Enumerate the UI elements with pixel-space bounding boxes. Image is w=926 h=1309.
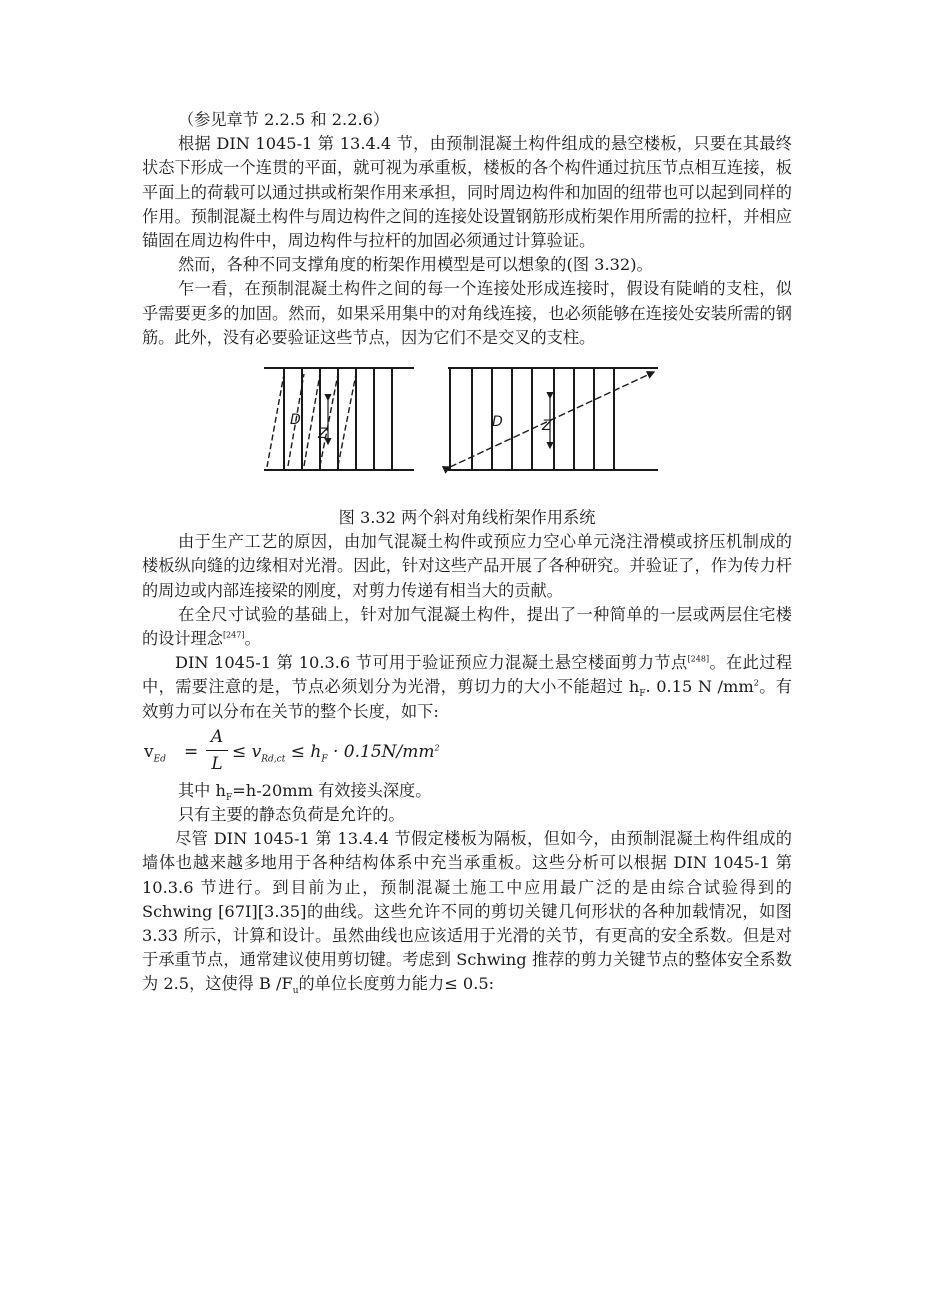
left-truss-panel	[264, 368, 414, 470]
paragraph-first-glance: 乍一看，在预制混凝土构件之间的每一个连接处形成连接时，假设有陡峭的支柱，似乎需要更多的加固。然而，如果采用集中的对角线连接，也必须能够在连接处安装所需的钢筋。此外，没有必要验证这些节点，因为它们不是交叉的支柱。	[142, 279, 792, 347]
p6-end: 。	[244, 629, 261, 649]
right-diagonal-label: D	[492, 414, 503, 431]
paragraph-din-10-3-6	[142, 651, 792, 724]
right-truss-panel	[448, 368, 658, 470]
p8-sub: F	[225, 793, 233, 804]
p10-sub: u	[292, 986, 299, 997]
formula-fraction	[206, 725, 228, 776]
truss-diagram	[142, 362, 792, 500]
formula-rest-sup: 2	[434, 743, 440, 753]
p6-text: 在全尺寸试验的基础上，针对加气混凝土构件，提出了一种简单的一层或两层住宅楼的设计理念	[142, 604, 792, 649]
left-diagonal-label: D	[290, 412, 301, 429]
paragraph-din-13-4-4: 根据 DIN 1045-1 第 13.4.4 节，由预制混凝土构件组成的悬空楼板，只要在其最终状态下形成一个连贯的平面，就可视为承重板，楼板的各个构件通过抗压节点相互连接，板平面上的荷载可以通过拱或桁架作用来承担，同时周边构件和加固的纽带也可以起到同样的作用。预制混凝土构件与周边构件之间的连接处设置钢筋形成桁架作用所需的拉杆，并相应锚固在周边构件中，周边构件与拉杆的加固必须通过计算验证。	[142, 134, 792, 251]
figure-truss-systems	[142, 362, 792, 500]
p8-text-a: 其中 h	[178, 780, 226, 800]
paragraph-hf-definition	[142, 779, 792, 803]
left-tie-label: Z	[318, 426, 328, 443]
p7-sup: 2	[753, 679, 759, 689]
p8-text-b: =h-20mm 有效接头深度。	[232, 780, 432, 800]
formula-rest-b: ≤ h	[285, 741, 322, 762]
formula-v-symbol: v	[144, 741, 154, 762]
formula-rest-a: ≤ v	[232, 741, 262, 762]
formula-numerator: A	[210, 726, 224, 747]
formula-rest-sub1: Rd,ct	[261, 754, 286, 765]
paragraph-static-loads: 只有主要的静态负荷是允许的。	[178, 805, 405, 825]
p10-text-b: 的单位长度剪力能力≤ 0.5:	[298, 974, 495, 994]
fraction-bar	[206, 750, 228, 751]
document-page	[142, 108, 792, 997]
formula-equals: =	[184, 741, 199, 762]
figure-caption: 图 3.32 两个斜对角线桁架作用系统	[338, 508, 596, 528]
formula-v-sub: Ed	[153, 754, 166, 765]
p7-text-a: DIN 1045-1 第 10.3.6 节可用于验证预应力混凝土悬空楼面剪力节点	[175, 653, 688, 673]
citation-248: [248]	[687, 654, 710, 664]
paragraph-production-process: 由于生产工艺的原因，由加气混凝土构件或预应力空心单元浇注滑模或挤压机制成的楼板纵向缝的边缘相对光滑。因此，针对这些产品开展了各种研究。并验证了，作为传力杆的周边或内部连接梁的刚度，对剪力传递有相当大的贡献。	[142, 532, 792, 600]
p7-text-c: . 0.15 N /mm	[645, 677, 754, 697]
paragraph-reference-note: （参见章节 2.2.5 和 2.2.6）	[178, 110, 390, 129]
p7-text-b: 。在此过程中，需要注意的是，节点必须划分为光滑，剪切力的大小不能超过 h	[142, 653, 793, 697]
p10-text-a: 尽管 DIN 1045-1 第 13.4.4 节假定楼板为隔板，但如今，由预制混凝土构件组成的墙体也越来越多地用于各种结构体系中充当承重板。这些分析可以根据 DIN 1045-1 第 10.3.6 节进行。到目前为止，预制混凝土施工中应用最广泛的是由综合试验得到的 Schwing [67I][3.35]的曲线。这些允许不同的剪切关键几何形状的各种加载情况，如图 3.33 所示，计算和设计。虽然曲线也应该适用于光滑的关节，有更高的安全系数。但是对于承重节点，通常建议使用剪切键。考虑到 Schwing 推荐的剪力关键节点的整体安全系数为 2.5，这使得 B /F	[142, 829, 792, 994]
paragraph-din-diaphragm	[142, 827, 792, 996]
paragraph-truss-models: 然而，各种不同支撑角度的桁架作用模型是可以想象的(图 3.32)。	[178, 255, 653, 275]
p7-sub: F	[639, 689, 646, 700]
formula-denominator: L	[211, 754, 223, 775]
paragraph-full-scale-test	[142, 603, 792, 651]
p7-text-d: 。有效剪力可以分布在关节的整个长度，如下:	[142, 677, 792, 721]
right-tie-label: Z	[542, 418, 552, 435]
shear-formula	[142, 727, 792, 777]
citation-247: [247]	[222, 630, 245, 640]
formula-rest-c: · 0.15N/mm	[327, 741, 435, 762]
formula-rest-sub2: F	[321, 754, 328, 765]
formula-v	[144, 740, 166, 764]
formula-rest	[232, 740, 440, 764]
